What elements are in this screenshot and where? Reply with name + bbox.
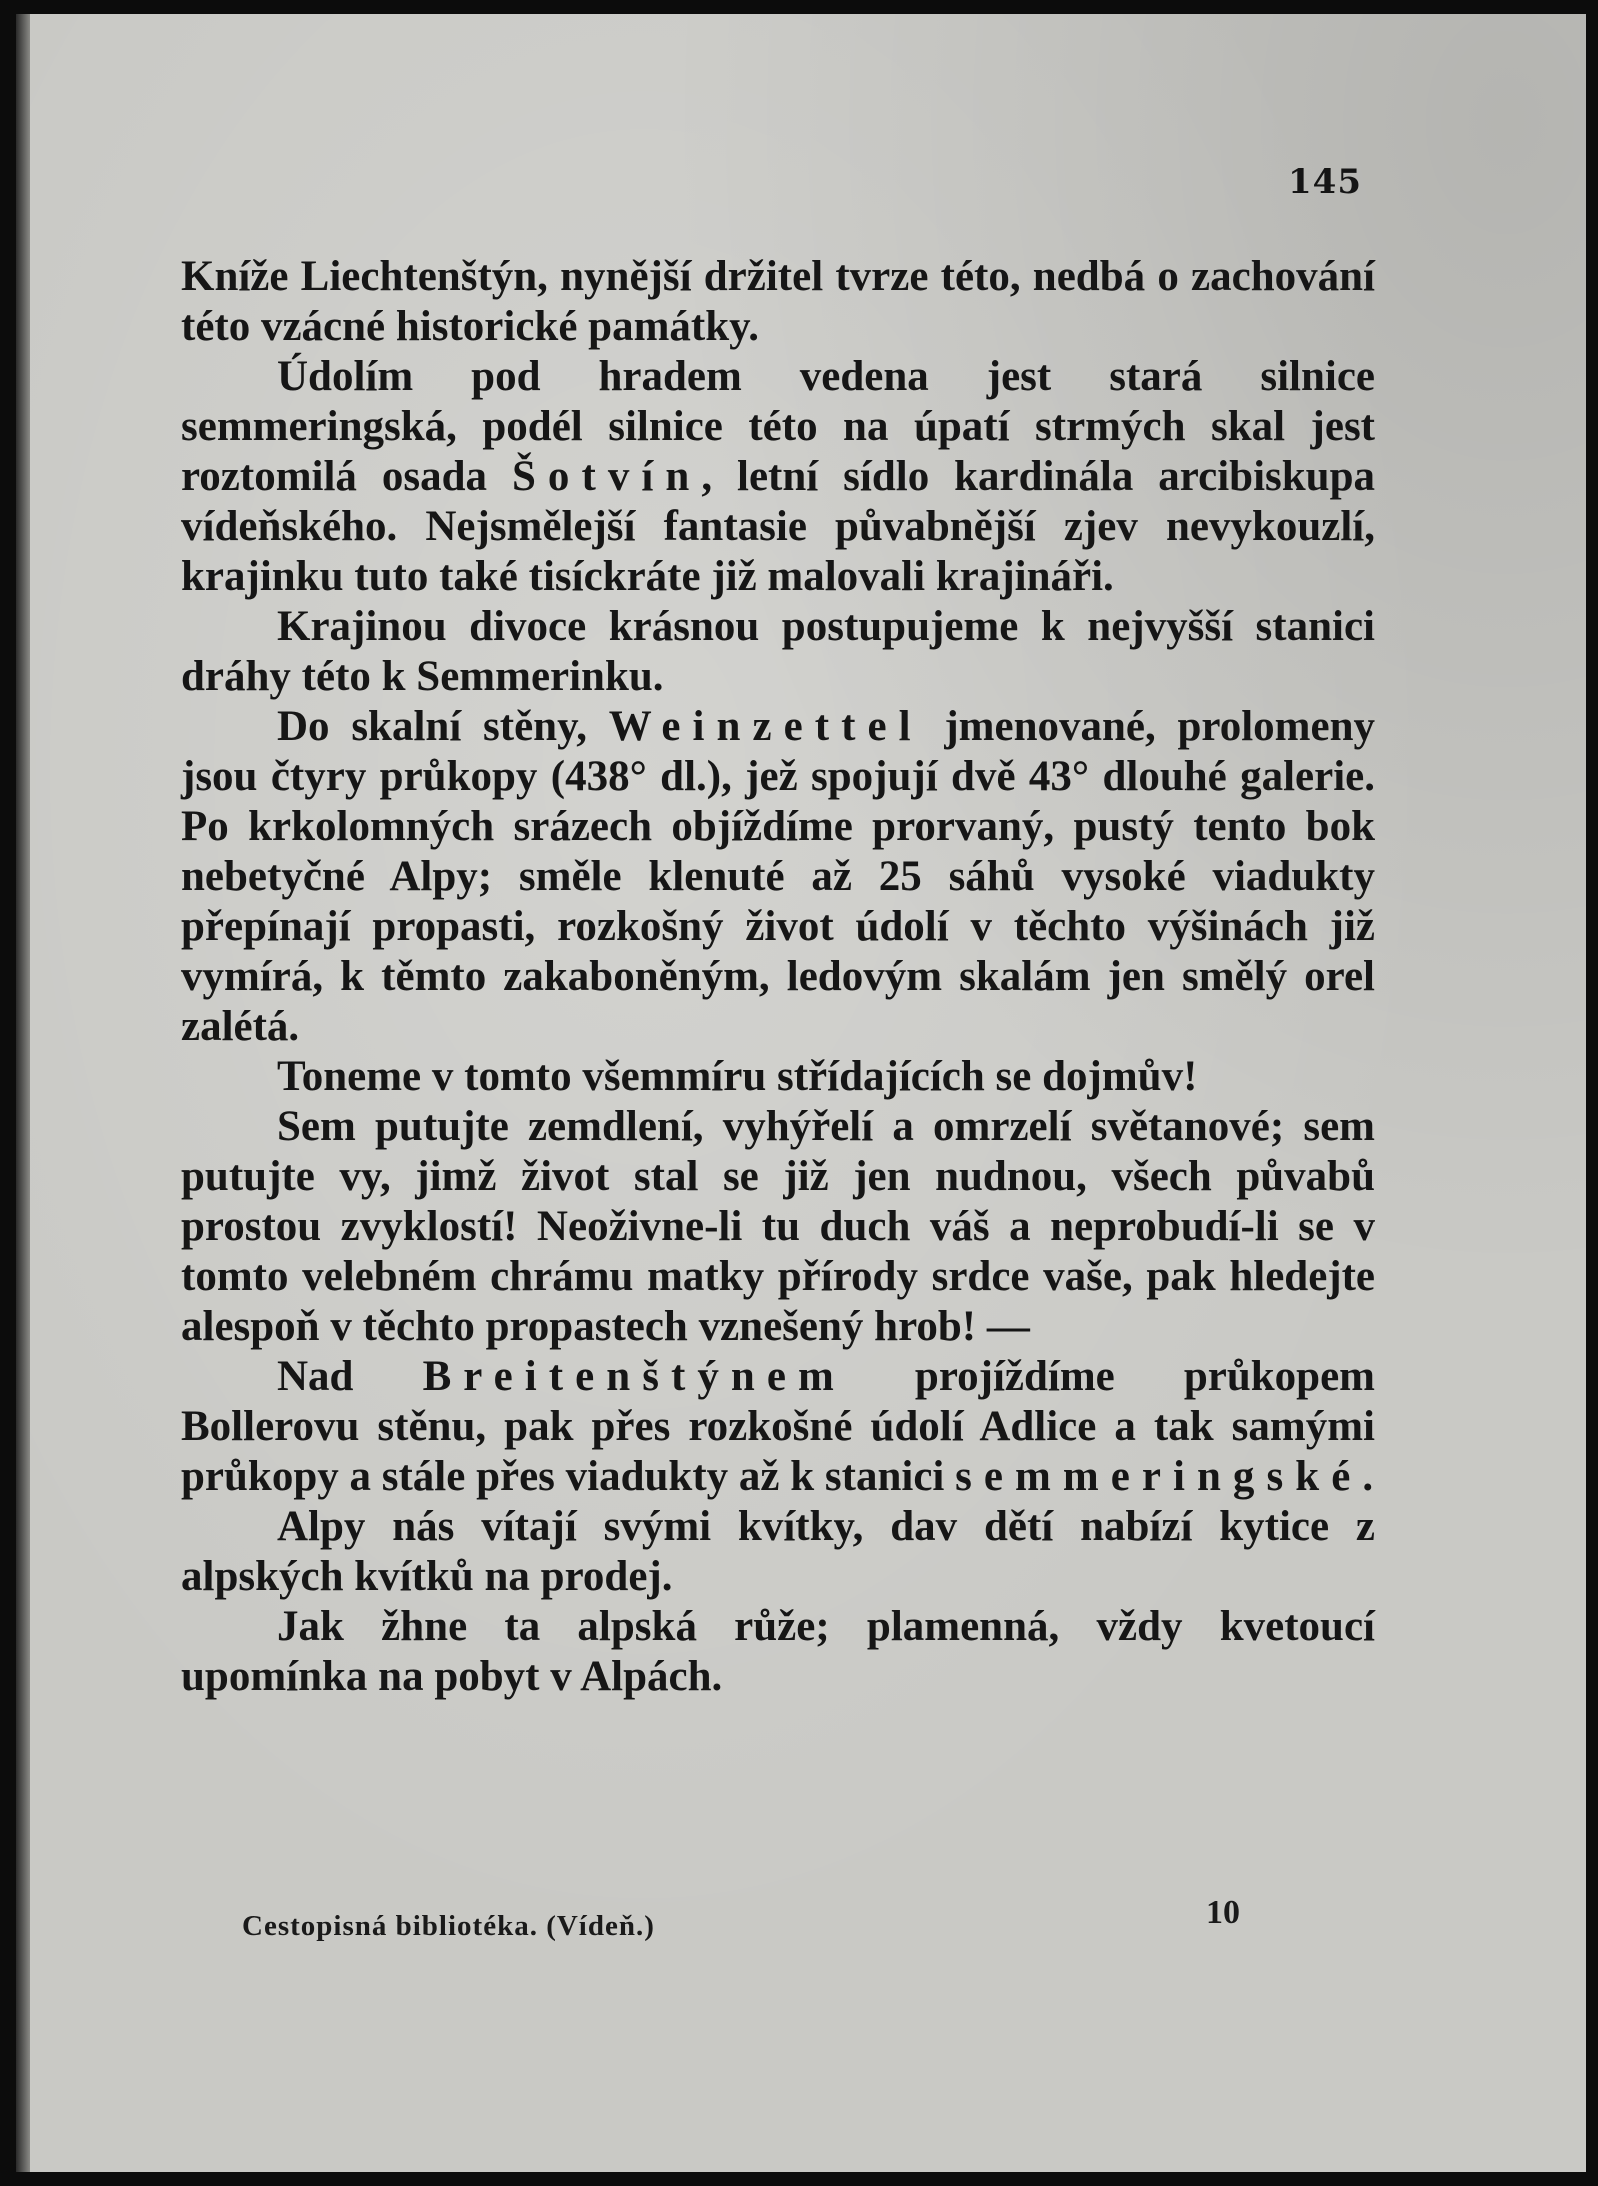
paragraph-text: Do skalní stěny, bbox=[277, 703, 609, 750]
paragraph bbox=[181, 252, 1375, 352]
book-page bbox=[16, 14, 1586, 2172]
paragraph-text: , letní sídlo kardinála arcibiskupa vídeňského. Nejsmělejší fantasie půvabnější zjev nevykouzlí, krajinku tuto také tisíckráte již malovali krajináři. bbox=[181, 453, 1375, 600]
footer-signature: Cestopisná bibliotéka. (Vídeň.) bbox=[242, 1910, 655, 1942]
page-number: 145 bbox=[1288, 162, 1362, 202]
spaced-emphasis-text: semmeringské bbox=[955, 1453, 1363, 1500]
paragraph-text: jmenované, prolomeny jsou čtyry průkopy (438° dl.), jež spojují dvě 43° dlouhé galerie. Po krkolomných srázech objíždíme prorvaný, pustý tento bok nebetyčné Alpy; směle klenuté až 25 sáhů vysoké viadukty přepínají propasti, rozkošný život údolí v těchto výšinách již vymírá, k těmto zakaboněným, ledovým skalám jen smělý orel zalétá. bbox=[181, 703, 1375, 1050]
page-spine-edge bbox=[16, 14, 30, 2172]
paragraph-text: Krajinou divoce krásnou postupujeme k nejvyšší stanici dráhy této k Semmerinku. bbox=[181, 603, 1375, 700]
body-text bbox=[181, 252, 1375, 1702]
paragraph bbox=[181, 1602, 1375, 1702]
paragraph-text: Toneme v tomto všemmíru střídajících se dojmův! bbox=[277, 1053, 1198, 1100]
paragraph bbox=[181, 1352, 1375, 1502]
paragraph-text: Údolím pod hradem vedena jest stará silnice semmeringská, podél silnice této na úpatí strmých skal jest roztomilá osada bbox=[181, 353, 1375, 500]
paragraph bbox=[181, 1102, 1375, 1352]
paragraph-text: Alpy nás vítají svými kvítky, dav dětí nabízí kytice z alpských kvítků na prodej. bbox=[181, 1503, 1375, 1600]
paragraph-text: projíždíme průkopem Bollerovu stěnu, pak přes rozkošné údolí Adlice a tak samými průkopy a stále přes viadukty až k stanici bbox=[181, 1353, 1375, 1500]
paragraph bbox=[181, 602, 1375, 702]
paragraph bbox=[181, 1052, 1375, 1102]
spaced-emphasis-text: Weinzettel bbox=[608, 703, 923, 750]
footer-sheet-number: 10 bbox=[1206, 1894, 1240, 1931]
spaced-emphasis-text: Breitenštýnem bbox=[422, 1353, 846, 1400]
spaced-emphasis-text: Šotvín bbox=[511, 453, 702, 500]
paragraph-text: Kníže Liechtenštýn, nynější držitel tvrze této, nedbá o zachování této vzácné historické památky. bbox=[181, 253, 1375, 350]
paragraph bbox=[181, 702, 1375, 1052]
paragraph-text: Sem putujte zemdlení, vyhýřelí a omrzelí světanové; sem putujte vy, jimž život stal se již jen nudnou, všech půvabů prostou zvyklostí! Neoživne-li tu duch váš a neprobudí-li se v tomto velebném chrámu matky přírody srdce vaše, pak hledejte alespoň v těchto propastech vznešený hrob! — bbox=[181, 1103, 1375, 1350]
paragraph-text: Nad bbox=[277, 1353, 423, 1400]
paragraph bbox=[181, 352, 1375, 602]
paragraph-text: . bbox=[1362, 1453, 1374, 1500]
paragraph bbox=[181, 1502, 1375, 1602]
paragraph-text: Jak žhne ta alpská růže; plamenná, vždy kvetoucí upomínka na pobyt v Alpách. bbox=[181, 1603, 1375, 1700]
